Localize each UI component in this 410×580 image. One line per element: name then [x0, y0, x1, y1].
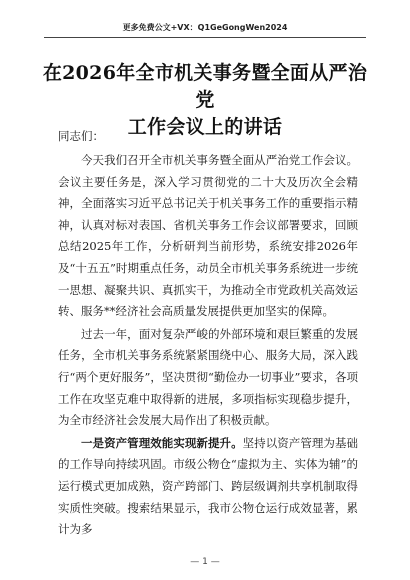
paragraph: [58, 150, 358, 323]
title-line-2: 工作会议上的讲话: [127, 116, 283, 138]
paragraph: [58, 433, 358, 541]
paragraph-text: 过去一年，面对复杂严峻的外部环境和艰巨繁重的发展任务，全市机关事务系统紧紧围绕中心、服务大局，深入践行“两个更好服务”，坚决贯彻“勤俭办一切事业”要求，各项工作在攻坚克难中取得新的进展，多项指标实现稳步提升，为全市经济社会发展大局作出了积极贡献。: [58, 326, 358, 428]
paragraph-lead: 一是资产管理效能实现新提升。: [81, 435, 243, 450]
greeting: 同志们：: [58, 129, 104, 143]
page-header: 更多免费公文+VX：Q1GeGongWen2024: [122, 23, 288, 32]
paragraph-text: 今天我们召开全市机关事务暨全面从严治党工作会议。会议主要任务是，深入学习贯彻党的二十大及历次全会精神，全面落实习近平总书记关于机关事务工作的重要指示精神，认真对标对表国、省机关事务工作会议部署要求，回顾总结2025年工作，分析研判当前形势，系统安排2026年及“十五五”时期重点任务，动员全市机关事务系统进一步统一思想、凝聚共识、真抓实干，为推动全市党政机关高效运转、服务**经济社会高质量发展提供更加坚实的保障。: [58, 153, 358, 319]
paragraph-text: 坚持以资产管理为基础的工作导向持续巩固。市级公物仓“虚拟为主、实体为辅”的运行模式更加成熟，资产跨部门、跨层级调剂共享机制取得实质性突破。搜索结果显示，我市公物仓运行成效显著，累计为多: [58, 435, 358, 537]
paragraph: [58, 324, 358, 432]
header-divider: [44, 37, 366, 38]
document-body: [58, 150, 358, 541]
title-line-1: 在2026年全市机关事务暨全面从严治党: [42, 62, 368, 111]
page-number: — 1 —: [190, 557, 220, 567]
